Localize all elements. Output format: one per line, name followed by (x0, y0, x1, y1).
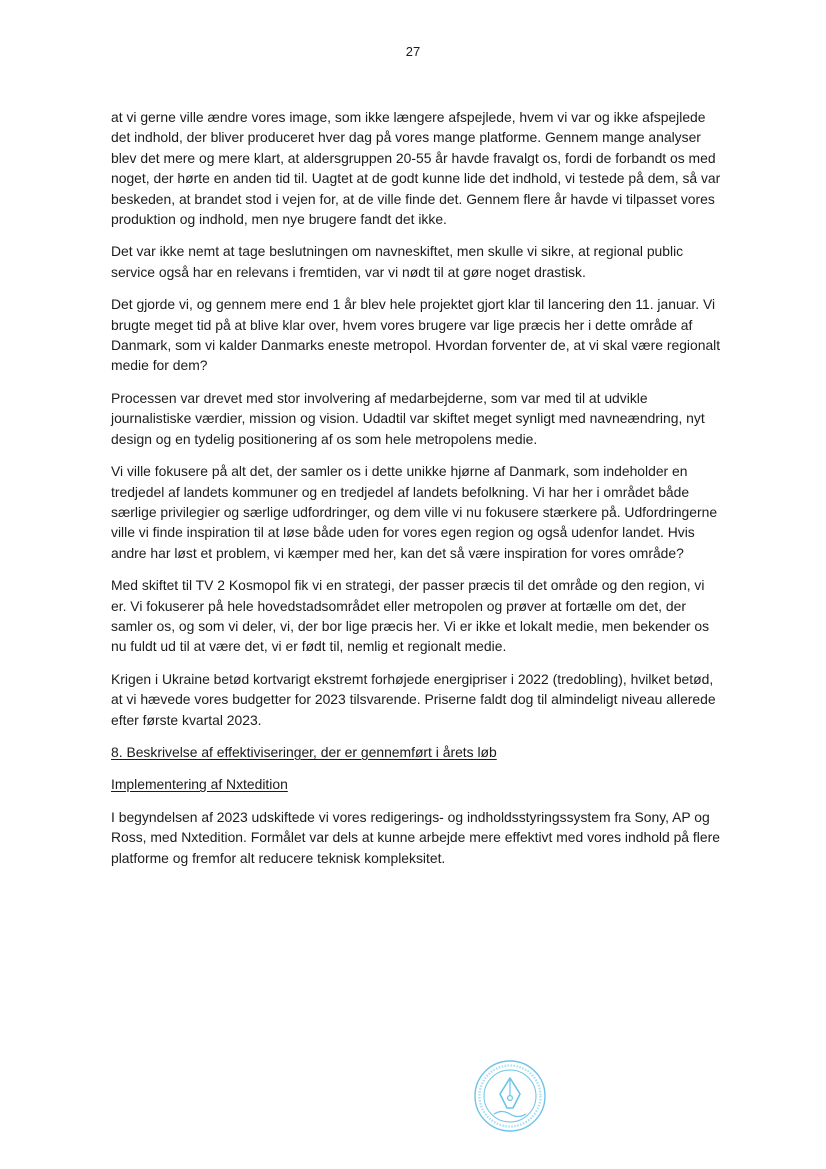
paragraph: Det gjorde vi, og gennem mere end 1 år blev hele projektet gjort klar til lancering den 11. januar. Vi brugte meget tid på at blive klar over, hvem vores brugere var lige præcis her i dette område af Danmark, som vi kalder Danmarks eneste metropol. Hvordan forventer de, at vi skal være regionalt medie for dem? (111, 296, 721, 374)
paragraph: Med skiftet til TV 2 Kosmopol fik vi en strategi, der passer præcis til det område og den region, vi er. Vi fokuserer på hele hovedstadsområdet eller metropolen og prøver at fortælle om det, der samler os, og som vi deler, vi, der bor lige præcis her. Vi er ikke et lokalt medie, men bekender os nu fuldt ud til at være det, vi er født til, nemlig et regionalt medie. (111, 577, 710, 655)
paragraph: Det var ikke nemt at tage beslutningen om navneskiftet, men skulle vi sikre, at regional public service også har en relevans i fremtiden, var vi nødt til at gøre noget drastisk. (111, 243, 684, 280)
section-heading: 8. Beskrivelse af effektiviseringer, der er gennemført i årets løb (111, 743, 497, 760)
subheading: Implementering af Nxtedition (111, 776, 288, 793)
pen-nib-seal-icon (472, 1058, 548, 1134)
paragraph: Processen var drevet med stor involvering af medarbejderne, som var med til at udvikle journalistiske værdier, mission og vision. Udadtil var skiftet meget synligt med navneændring, nyt design og en tydelig positionering af os som hele metropolens medie. (111, 389, 705, 447)
paragraph: Krigen i Ukraine betød kortvarigt ekstremt forhøjede energipriser i 2022 (tredobling), hvilket betød, at vi hævede vores budgetter for 2023 tilsvarende. Priserne faldt dog til almindeligt niveau allerede efter første kvartal 2023. (111, 670, 716, 728)
page-number: 27 (405, 44, 421, 59)
paragraph: Vi ville fokusere på alt det, der samler os i dette unikke hjørne af Danmark, som indeholder en tredjedel af landets kommuner og en tredjedel af landets befolkning. Vi har her i området både særlige privilegier og særlige udfordringer, og dem ville vi nu fokusere stærkere på. Udfordringerne ville vi finde inspiration til at løse både uden for vores egen region og også udenfor landet. Hvis andre har løst et problem, vi kæmper med her, kan det så være inspiration for vores område? (111, 463, 718, 561)
paragraph: at vi gerne ville ændre vores image, som ikke længere afspejlede, hvem vi var og ikke afspejlede det indhold, der bliver produceret hver dag på vores mange platforme. Gennem mange analyser blev det mere og mere klart, at aldersgruppen 20-55 år havde fravalgt os, fordi de forbandt os med noget, der hørte en anden tid til. Uagtet at de godt kunne lide det indhold, vi testede på dem, så var beskeden, at brandet stod i vejen for, at de ville finde det. Gennem flere år havde vi tilpasset vores produktion og indhold, men nye brugere fandt det ikke. (111, 109, 721, 228)
document-body (111, 107, 721, 880)
paragraph: I begyndelsen af 2023 udskiftede vi vores redigerings- og indholdsstyringssystem fra Sony, AP og Ross, med Nxtedition. Formålet var dels at kunne arbejde mere effektivt med vores indhold på flere platforme og fremfor alt reducere teknisk kompleksitet. (111, 808, 720, 866)
